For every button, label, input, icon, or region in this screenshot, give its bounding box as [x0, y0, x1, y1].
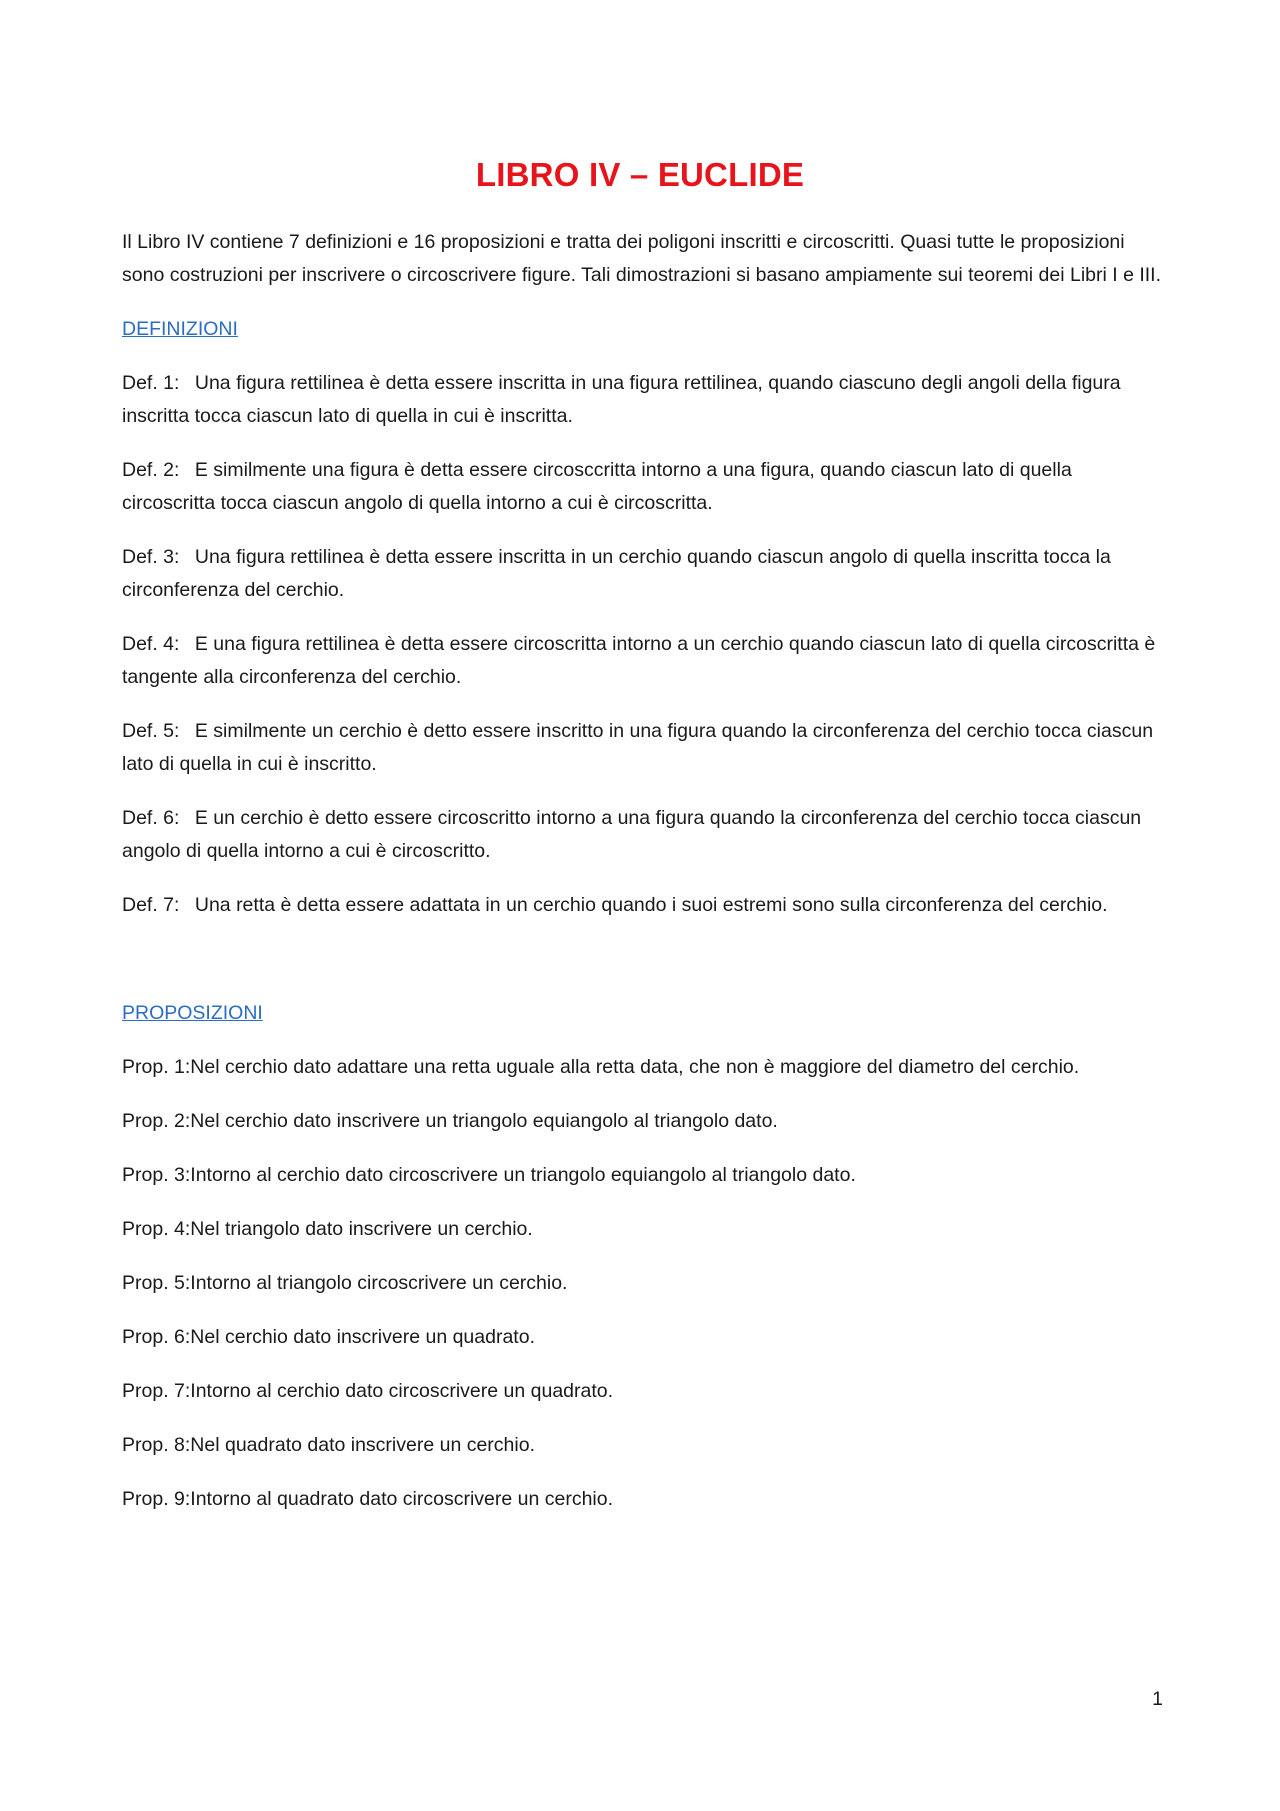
proposition-text: Intorno al quadrato dato circoscrivere un cerchio. — [190, 1488, 614, 1510]
proposition-label: Prop. 8: — [122, 1434, 191, 1456]
proposition-label: Prop. 3: — [122, 1164, 191, 1186]
definition-label: Def. 6: — [122, 807, 180, 829]
proposition-text: Nel quadrato dato inscrivere un cerchio. — [190, 1434, 535, 1456]
proposition-text: Nel cerchio dato inscrivere un quadrato. — [190, 1326, 535, 1348]
page-number: 1 — [1152, 1688, 1163, 1710]
proposition-label: Prop. 7: — [122, 1380, 191, 1402]
proposition-label: Prop. 1: — [122, 1056, 191, 1078]
definition-text: Una figura rettilinea è detta essere inscritta in una figura rettilinea, quando ciascuno degli angoli della figura inscritta tocca ciascun lato di quella in cui è inscritta. — [122, 372, 1121, 427]
proposition-item — [122, 1051, 1162, 1084]
definition-text: Una figura rettilinea è detta essere inscritta in un cerchio quando ciascun angolo di quella inscritta tocca la circonferenza del cerchio. — [122, 546, 1111, 601]
definition-label: Def. 1: — [122, 372, 180, 394]
definition-text: E similmente una figura è detta essere circosccritta intorno a una figura, quando ciascun lato di quella circoscritta tocca ciascun angolo di quella intorno a cui è circoscritta. — [122, 459, 1072, 514]
definition-item — [122, 541, 1162, 607]
proposition-label: Prop. 6: — [122, 1326, 191, 1348]
proposition-item — [122, 1429, 1162, 1462]
definition-item — [122, 802, 1162, 868]
proposition-item — [122, 1213, 1162, 1246]
proposition-label: Prop. 4: — [122, 1218, 191, 1240]
definition-item — [122, 889, 1162, 922]
proposition-text: Nel triangolo dato inscrivere un cerchio. — [190, 1218, 533, 1240]
proposition-text: Intorno al cerchio dato circoscrivere un triangolo equiangolo al triangolo dato. — [190, 1164, 856, 1186]
definition-label: Def. 2: — [122, 459, 180, 481]
proposition-item — [122, 1375, 1162, 1408]
definition-item — [122, 367, 1162, 433]
definition-label: Def. 3: — [122, 546, 180, 568]
proposition-item — [122, 1267, 1162, 1300]
definition-text: E un cerchio è detto essere circoscritto intorno a una figura quando la circonferenza del cerchio tocca ciascun angolo di quella intorno a cui è circoscritto. — [122, 807, 1142, 862]
section-spacer — [122, 943, 1162, 997]
definition-label: Def. 4: — [122, 633, 180, 655]
proposition-text: Nel cerchio dato inscrivere un triangolo equiangolo al triangolo dato. — [190, 1110, 778, 1132]
propositions-list — [122, 1051, 1162, 1516]
proposition-label: Prop. 2: — [122, 1110, 191, 1132]
definition-label: Def. 7: — [122, 894, 180, 916]
proposition-item — [122, 1483, 1162, 1516]
definition-text: E similmente un cerchio è detto essere inscritto in una figura quando la circonferenza del cerchio tocca ciascun lato di quella in cui è inscritto. — [122, 720, 1154, 775]
definition-label: Def. 5: — [122, 720, 180, 742]
proposition-label: Prop. 9: — [122, 1488, 191, 1510]
definition-text: E una figura rettilinea è detta essere circoscritta intorno a un cerchio quando ciascun lato di quella circoscritta è tangente alla circonferenza del cerchio. — [122, 633, 1156, 688]
proposition-label: Prop. 5: — [122, 1272, 191, 1294]
definition-item — [122, 715, 1162, 781]
definitions-heading: DEFINIZIONI — [122, 318, 238, 340]
intro-paragraph: Il Libro IV contiene 7 definizioni e 16 proposizioni e tratta dei poligoni inscritti e circoscritti. Quasi tutte le proposizioni sono costruzioni per inscrivere o circoscrivere figure. Tali dimostrazioni si basano ampiamente sui teoremi dei Libri I e III. — [122, 231, 1162, 286]
page-title: LIBRO IV – EUCLIDE — [475, 156, 805, 193]
proposition-item — [122, 1105, 1162, 1138]
proposition-item — [122, 1321, 1162, 1354]
definition-item — [122, 628, 1162, 694]
definition-text: Una retta è detta essere adattata in un cerchio quando i suoi estremi sono sulla circonferenza del cerchio. — [194, 894, 1108, 916]
definition-item — [122, 454, 1162, 520]
definitions-list — [122, 367, 1162, 922]
proposition-text: Intorno al cerchio dato circoscrivere un quadrato. — [190, 1380, 614, 1402]
proposition-item — [122, 1159, 1162, 1192]
proposition-text: Nel cerchio dato adattare una retta uguale alla retta data, che non è maggiore del diametro del cerchio. — [190, 1056, 1080, 1078]
document-body — [122, 226, 1162, 1537]
proposition-text: Intorno al triangolo circoscrivere un cerchio. — [190, 1272, 568, 1294]
propositions-heading: PROPOSIZIONI — [122, 1002, 263, 1024]
